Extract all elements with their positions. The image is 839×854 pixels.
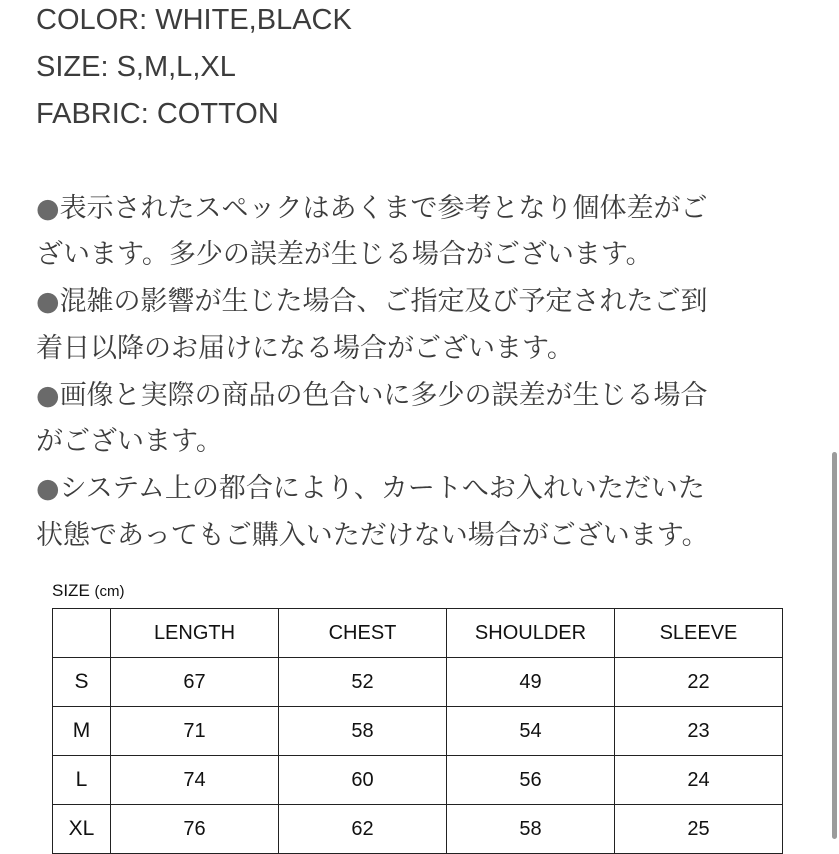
size-table <box>52 608 783 854</box>
cell-length: 67 <box>111 658 279 707</box>
cell-sleeve: 24 <box>615 756 783 805</box>
table-header-row <box>53 609 783 658</box>
table-row <box>53 658 783 707</box>
cell-length: 74 <box>111 756 279 805</box>
note-1-line-2: ざいます。多少の誤差が生じる場合がございます。 <box>36 239 653 270</box>
header-length: LENGTH <box>111 609 279 658</box>
cell-shoulder: 54 <box>447 707 615 756</box>
header-chest: CHEST <box>279 609 447 658</box>
spec-size: SIZE: S,M,L,XL <box>36 51 236 83</box>
cell-chest: 62 <box>279 805 447 854</box>
table-row <box>53 707 783 756</box>
cell-length: 71 <box>111 707 279 756</box>
size-table-caption: SIZE (cm) <box>52 581 125 600</box>
row-size-label: XL <box>53 805 111 854</box>
note-4-line-1: ●システム上の都合により、カートへお入れいただいた <box>36 473 705 504</box>
scrollbar-thumb[interactable] <box>832 452 837 839</box>
note-1-line-1: ●表示されたスペックはあくまで参考となり個体差がご <box>36 193 708 224</box>
header-shoulder: SHOULDER <box>447 609 615 658</box>
note-4-line-2: 状態であってもご購入いただけない場合がございます。 <box>36 520 709 551</box>
cell-chest: 52 <box>279 658 447 707</box>
bullet-icon: ● <box>36 193 60 224</box>
row-size-label: S <box>53 658 111 707</box>
cell-shoulder: 58 <box>447 805 615 854</box>
cell-sleeve: 23 <box>615 707 783 756</box>
bullet-icon: ● <box>36 473 60 504</box>
cell-chest: 60 <box>279 756 447 805</box>
cell-length: 76 <box>111 805 279 854</box>
note-2-line-1: ●混雑の影響が生じた場合、ご指定及び予定されたご到 <box>36 286 708 317</box>
row-size-label: L <box>53 756 111 805</box>
table-row <box>53 756 783 805</box>
cell-shoulder: 56 <box>447 756 615 805</box>
cell-chest: 58 <box>279 707 447 756</box>
note-3-line-1: ●画像と実際の商品の色合いに多少の誤差が生じる場合 <box>36 380 708 411</box>
bullet-icon: ● <box>36 286 60 317</box>
header-sleeve: SLEEVE <box>615 609 783 658</box>
row-size-label: M <box>53 707 111 756</box>
spec-fabric: FABRIC: COTTON <box>36 98 279 130</box>
table-row <box>53 805 783 854</box>
note-2-line-2: 着日以降のお届けになる場合がございます。 <box>36 333 574 364</box>
note-3-line-2: がございます。 <box>36 426 223 457</box>
cell-sleeve: 22 <box>615 658 783 707</box>
spec-color: COLOR: WHITE,BLACK <box>36 4 352 36</box>
cell-shoulder: 49 <box>447 658 615 707</box>
bullet-icon: ● <box>36 380 60 411</box>
table-corner-cell <box>53 609 111 658</box>
cell-sleeve: 25 <box>615 805 783 854</box>
